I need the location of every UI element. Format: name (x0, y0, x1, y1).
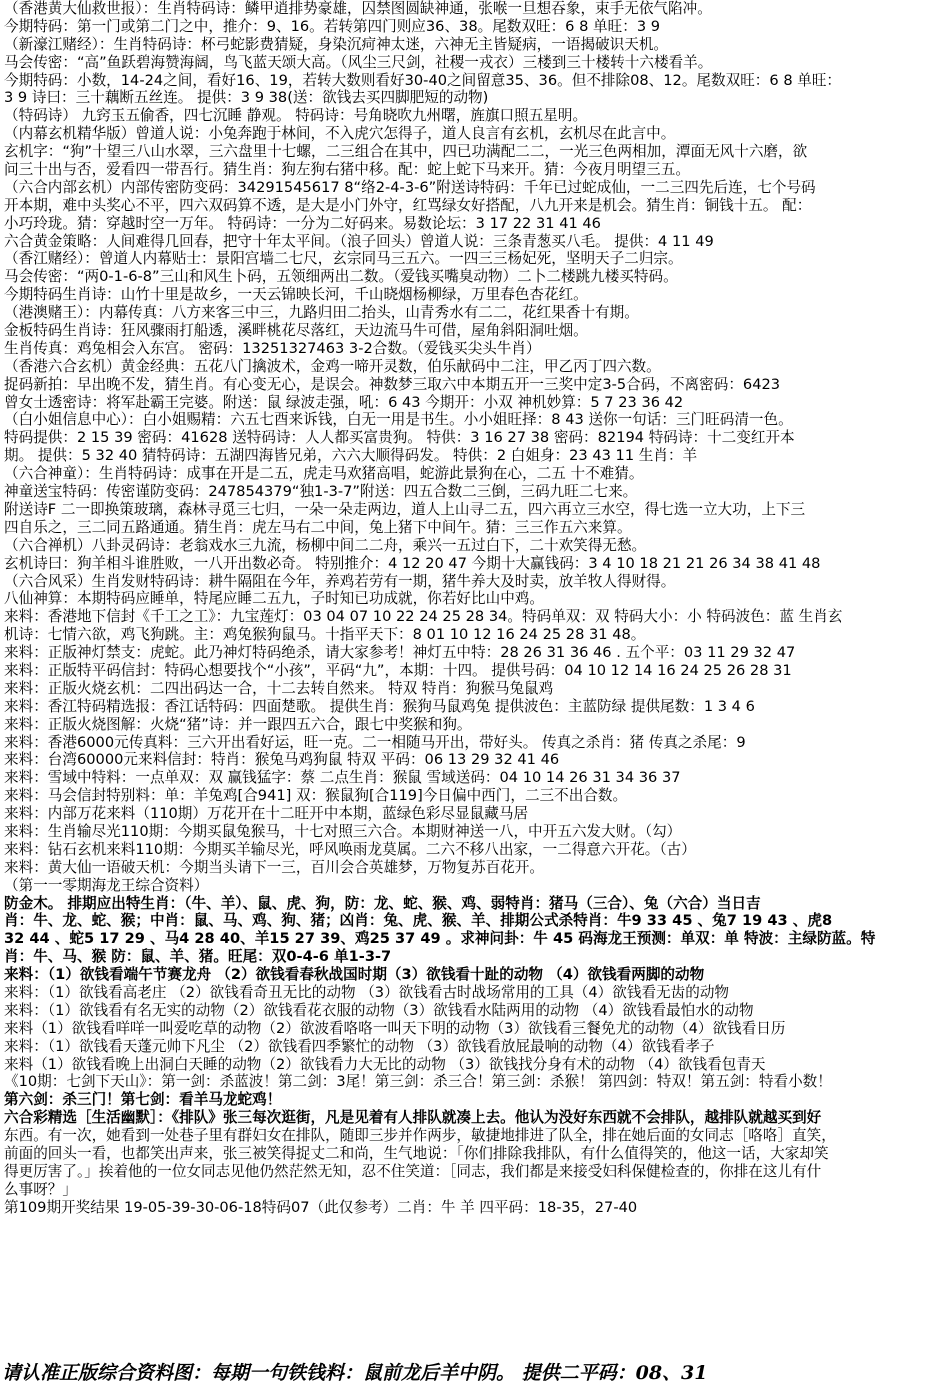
text-line: 来料：正版火烧玄机：二四出码达一合，十二去转自然来。 特双 特肖：狗猴马兔鼠鸡 (4, 679, 554, 697)
text-line: 马会传密：“两0-1-6-8”三山和风生卜码，五领细两出二数。（爱钱买嘴臭动物）二卜二楼跳九楼买特码。 (4, 268, 678, 286)
text-line: 来料：台湾60000元来料信封：特肖：猴兔马鸡狗鼠 特双 平码：06 13 29 32 41 46 (4, 751, 560, 769)
text-line: 32 44 、蛇5 17 29 、马4 28 40、羊15 27 39、鸡25 37 49 。求神问卦：牛 45 码海龙王预测：单双：单 特波：主绿防蓝。特 (4, 930, 876, 948)
text-line: 四自乐之，三二同五路通通。猜生肖：虎左马右二中间，兔上猪下中间午。猜：三三作五六来算。 (4, 518, 632, 536)
text-line: 东西。有一次，她看到一处巷子里有群妇女在排队，随即三步并作两步，敏捷地排进了队全，排在她后面的女同志［咯咯］直笑， (4, 1127, 836, 1145)
text-line: 今期特码：小数，14-24之间，看好16、19，若转大数则看好30-40之间留意35、36。但不排除08、12。尾数双旺：6 8 单旺： (4, 71, 842, 89)
text-line: 小巧玲珑。猜：穿越时空一万年。 特码诗：一分为二好码来。易数论坛：3 17 22 31 41 46 (4, 214, 601, 232)
text-line: 期。 提供：5 32 40 猜特码诗：五湖四海皆兄弟，六六大顺得码发。 特供：2 白姐身：23 43 11 生肖：羊 (4, 447, 698, 465)
text-line: 第109期开奖结果 19-05-39-30-06-18特码07（此仅参考）二肖：牛 羊 四平码：18-35，27-40 (4, 1198, 638, 1216)
text-line: （第一一零期海龙王综合资料） (4, 876, 209, 894)
text-line: 今期特码：第一门或第二门之中，推介：9、16。若转第四门则应36、38。尾数双旺：6 8 单旺：3 9 (4, 17, 661, 35)
text-line: 开本期，难中头奖心不平，四六双码算不透，是大是小门外守，红骂绿女好搭配，八九开来是机会。猜生肖：铜钱十五。 配： (4, 196, 812, 214)
text-line: 来料：正版火烧图解：火烧“猪”诗：并一跟四五六合，跟七中奖猴和狗。 (4, 715, 472, 733)
text-line: 神童送宝特码：传密谨防变码：247854379“独1-3-7”附送：四五合数二三倒，三码九旺二七来。 (4, 483, 638, 501)
text-line: 问三十出与否，爱看四一带吾行。猜生肖：狗左狗右猪中移。配：蛇上蛇下马来开。猜：今夜月明望三五。 (4, 161, 690, 179)
text-line: 来料：雪域中特料：一点单双：双 赢钱猛字：蔡 二点生肖：猴鼠 雪域送码：04 10 14 26 31 34 36 37 (4, 769, 681, 787)
text-line: （港澳赌王）：内幕传真：八方来客三中三，九路归田二抬头，山青秀水有二二，花红果香十有期。 (4, 304, 639, 322)
text-line: 来料：（1）欲钱看有名无实的动物（2）欲钱看花衣服的动物（3）欲钱看水陆两用的动物 （4）欲钱看最怕水的动物 (4, 1001, 754, 1019)
text-line: 来料：（1）欲钱看端午节赛龙舟 （2）欲钱看春秋战国时期（3）欲钱看十趾的动物 （4）欲钱看两脚的动物 (4, 966, 705, 984)
text-line: 3 9 诗曰：三十藕断五丝连。 提供：3 9 38(送：欲钱去买四脚肥短的动物) (4, 89, 489, 107)
text-line: 来料（1）欲钱看晚上出洞白天睡的动物（2）欲钱看力大无比的动物 （3）欲钱找分身有术的动物 （4）欲钱看包青天 (4, 1055, 766, 1073)
text-line: 来料：香港6000元传真料：三六开出看好运，旺一克。二一相随马开出，带好头。 传真之杀肖：猪 传真之杀尾：9 (4, 733, 746, 751)
text-line: 来料（1）欲钱看咩咩一叫爱吃草的动物（2）欲波看咯咯一叫天下明的动物（3）欲钱看三餐免尤的动物（4）欲钱看日历 (4, 1019, 786, 1037)
text-line: 来料：（1）欲钱看天蓬元帅下凡尘 （2）欲钱看四季繁忙的动物 （3）欲钱看放屁最响的动物（4）欲钱看孝子 (4, 1037, 715, 1055)
text-line: 来料：香江特码精选报：香江话特码：四面楚歌。 提供生肖：猴狗马鼠鸡兔 提供波色：主蓝防绿 提供尾数：1 3 4 6 (4, 697, 755, 715)
text-line: （特码诗） 九窍玉五偷香，四七沉睡 静观。 特码诗：号角晓吹九州曙，旌旗口照五星明。 (4, 107, 588, 125)
text-line: （六合神童）：生肖特码诗：成事在开是二五，虎走马欢猪高唱，蛇游此景狗在心，二五 十不难猜。 (4, 465, 644, 483)
text-line: （香港黄大仙救世报）：生肖特码诗：鳞甲逍排势豪雄，囚禁图圆缺神通，张喉一旦想吞象，束手无依气陷冲。 (4, 0, 712, 17)
text-line: （六合风采）生肖发财特码诗：耕牛隔阻在今年，养鸡若劳有一期，猪牛养大及时卖，放羊牧人得财得。 (4, 572, 676, 590)
text-line: （白小姐信息中心）：白小姐赐精：六五七酉来诉钱，白无一用是书生。小小姐旺择：8 43 送你一句话：三门旺码清一色。 (4, 411, 793, 429)
text-line: 肖：牛、马、猴 防：鼠、羊、猪。旺尾：双0-4-6 单1-3-7 (4, 948, 392, 966)
text-line: 防金木。 排期应出特生肖：（牛、羊）、鼠、虎、狗，防：龙、蛇、猴、鸡、弱特肖：猪马（三合）、兔（六合）当日吉 (4, 894, 761, 912)
text-line: 附送诗F 二一即换策玻璃，森林寻觅三七归，一朵一朵走两边，道人上山寻二五，四六再立三水空，得七选一立大功，上下三 (4, 500, 806, 518)
text-line: 来料：（1）欲钱看高老庄 （2）欲钱看奇丑无比的动物 （3）欲钱看古时战场常用的工具（4）欲钱看无齿的动物 (4, 983, 730, 1001)
text-line: 马会传密：“高”鱼跃碧海赞海阔，鸟飞蓝天颂大高。（风尘三尺剑，社稷一戎衣）三楼到三十楼转十六楼看羊。 (4, 53, 713, 71)
text-line: 曾女士透密诗：将军赴霸王完婆。附送：鼠 绿波走强，吼：6 43 今期开：小双 神机妙算：5 7 23 36 42 (4, 393, 684, 411)
text-line: 来料：钻石玄机来料110期：今期买羊输尽光，呼风唤雨龙莫属。二六不移八出家，一二得意六开花。（古） (4, 840, 696, 858)
text-line: （香港六合玄机）黄金经典：五花八门擒波术，金鸡一啼开灵数，伯乐献码中二注，甲乙丙丁四六数。 (4, 357, 661, 375)
text-line: （内幕玄机精华版）曾道人说：小兔奔跑于林间，不入虎穴怎得子，道人良言有玄机，玄机尽在此言中。 (4, 125, 676, 143)
text-line: 来料：内部万花来料（110期）万花开在十二旺开中本期，蓝绿色彩尽显鼠藏马居 (4, 805, 529, 823)
text-line: 来料：正版神灯禁支：虎蛇。此乃神灯特码绝杀，请大家参考！神灯五中特：28 26 31 36 46 . 五个平：03 11 29 32 47 (4, 644, 796, 662)
text-line: 玄机诗曰：狗羊相斗谁胜败，一八开出数必奇。 特别推介：4 12 20 47 今期十大赢钱码：3 4 10 18 21 21 26 34 38 41 48 (4, 554, 821, 572)
text-line: 第六剑：杀三门！第七剑：看羊马龙蛇鸡！ (4, 1091, 282, 1109)
footer-banner: 请认准正版综合资料图：每期一句铁钱料：鼠前龙后羊中阴。 提供二平码：08、31 (2, 1362, 708, 1384)
text-line: 六合彩精选［生活幽默］：《排队》张三每次逛街，凡是见着有人排队就凑上去。他认为没好东西就不会排队，越排队就越买到好 (4, 1109, 822, 1127)
text-line: 么事呀？」 (4, 1180, 77, 1198)
text-line: 特码提供：2 15 39 密码：41628 送特码诗：人人都买富贵狗。 特供：3 16 27 38 密码：82194 特码诗：十二变红开本 (4, 429, 795, 447)
text-line: 来料：正版特平码信封：特码心想要找个“小孩”，平码“九”，本期：十四。 提供号码：04 10 12 14 16 24 25 26 28 31 (4, 661, 792, 679)
text-line: 八仙神算：本期特码应睡单，特尾应睡二五九，子时知已功成就，你若好比山中鸡。 (4, 590, 544, 608)
text-line: 六合黄金策略：人间难得几回春，把守十年太平间。（浪子回头）曾道人说：三条青葱买八毛。 提供：4 11 49 (4, 232, 714, 250)
text-line: 来料：黄大仙一语破天机：今期当头请下一三，百川会合英雄梦，万物复苏百花开。 (4, 858, 544, 876)
text-line: 机诗：七情六欲，鸡飞狗跳。主：鸡兔猴狗鼠马。十指平天下：8 01 10 12 16 24 25 28 31 48。 (4, 626, 646, 644)
text-line: 生肖传真：鸡兔相会入东宫。 密码：13251327463 3-2合数。（爱钱买尖头牛肖） (4, 339, 541, 357)
text-line: 《10期：七剑下天山》：第一剑：杀蓝波！第二剑：3尾！第三剑：杀三合！第三剑：杀猴！ 第四剑：特双！第五剑：特看小数！ (4, 1073, 832, 1091)
text-line: 捉码新拍：早出晚不发，猜生肖。有心变无心，是误会。神数梦三取六中本期五开一三奖中定3-5合码，不离密码：6423 (4, 375, 781, 393)
text-line: 肖：牛、龙、蛇、猴；中肖：鼠、马、鸡、狗、猪；凶肖：兔、虎、猴、羊、排期公式杀特肖：牛9 33 45 、兔7 19 43 、虎8 (4, 912, 833, 930)
text-line: 得更厉害了。」挨着他的一位女同志见他仍然茫然无知，忍不住笑道：［同志，我们都是来接受妇科保健检查的，你排在这儿有什 (4, 1162, 822, 1180)
text-line: 来料：香港地下信封《千工之工》：九宝莲灯：03 04 07 10 22 24 25 28 34。特码单双：双 特码大小：小 特码波色：蓝 生肖玄 (4, 608, 843, 626)
text-line: 来料：马会信封特别料：单：羊兔鸡[合941] 双：猴鼠狗[合119]今日偏中西门，二三不出合数。 (4, 787, 628, 805)
text-line: 来料：生肖输尽光110期：今期买鼠兔猴马，十七对照三六合。本期财神送一八，中开五六发大财。（勾） (4, 822, 682, 840)
text-line: 前面的回头一看，也都笑出声来，张三被笑得捉丈二和尚，生气地说：「你们排除我排队，有什么值得笑的，他这一话，大家却笑 (4, 1145, 829, 1162)
text-line: （新濠江赌经）：生肖特码诗：杯弓蛇影费猜疑，身染沉疴神太迷，六神无主皆疑病，一语揭破识天机。 (4, 35, 669, 53)
text-line: 玄机字：“狗”十望三八山水翠，三六盘里十七螺，二三组合在其中，四已功满配二二，一光三色两相加，潭面无风十六磨，欲 (4, 143, 808, 161)
text-line: （香江赌经）：曾道人内幕贴士：景阳宫墙二七尺，玄宗同马三五六。一四三三杨妃死，坚明天子二归宗。 (4, 250, 683, 268)
text-line: （六合禅机）八卦灵码诗：老翁戏水三九流，杨柳中间二二舟，乘兴一五过白下，二十欢笑得无愁。 (4, 536, 647, 554)
text-line: 今期特码生肖诗：山竹十里是故乡，一天云锦映长河，千山晓烟杨柳绿，万里春色杏花红。 (4, 286, 588, 304)
text-line: （六合内部玄机）内部传密防变码：34291545617 8“络2-4-3-6”附送诗特码：千年已过蛇成仙，一二三四先后连，七个号码 (4, 178, 816, 196)
text-line: 金板特码生肖诗：狂风骤雨打船透，溪畔桃花尽落红，天边流马牛可借，屋角斜阳洞吐烟。 (4, 322, 588, 340)
